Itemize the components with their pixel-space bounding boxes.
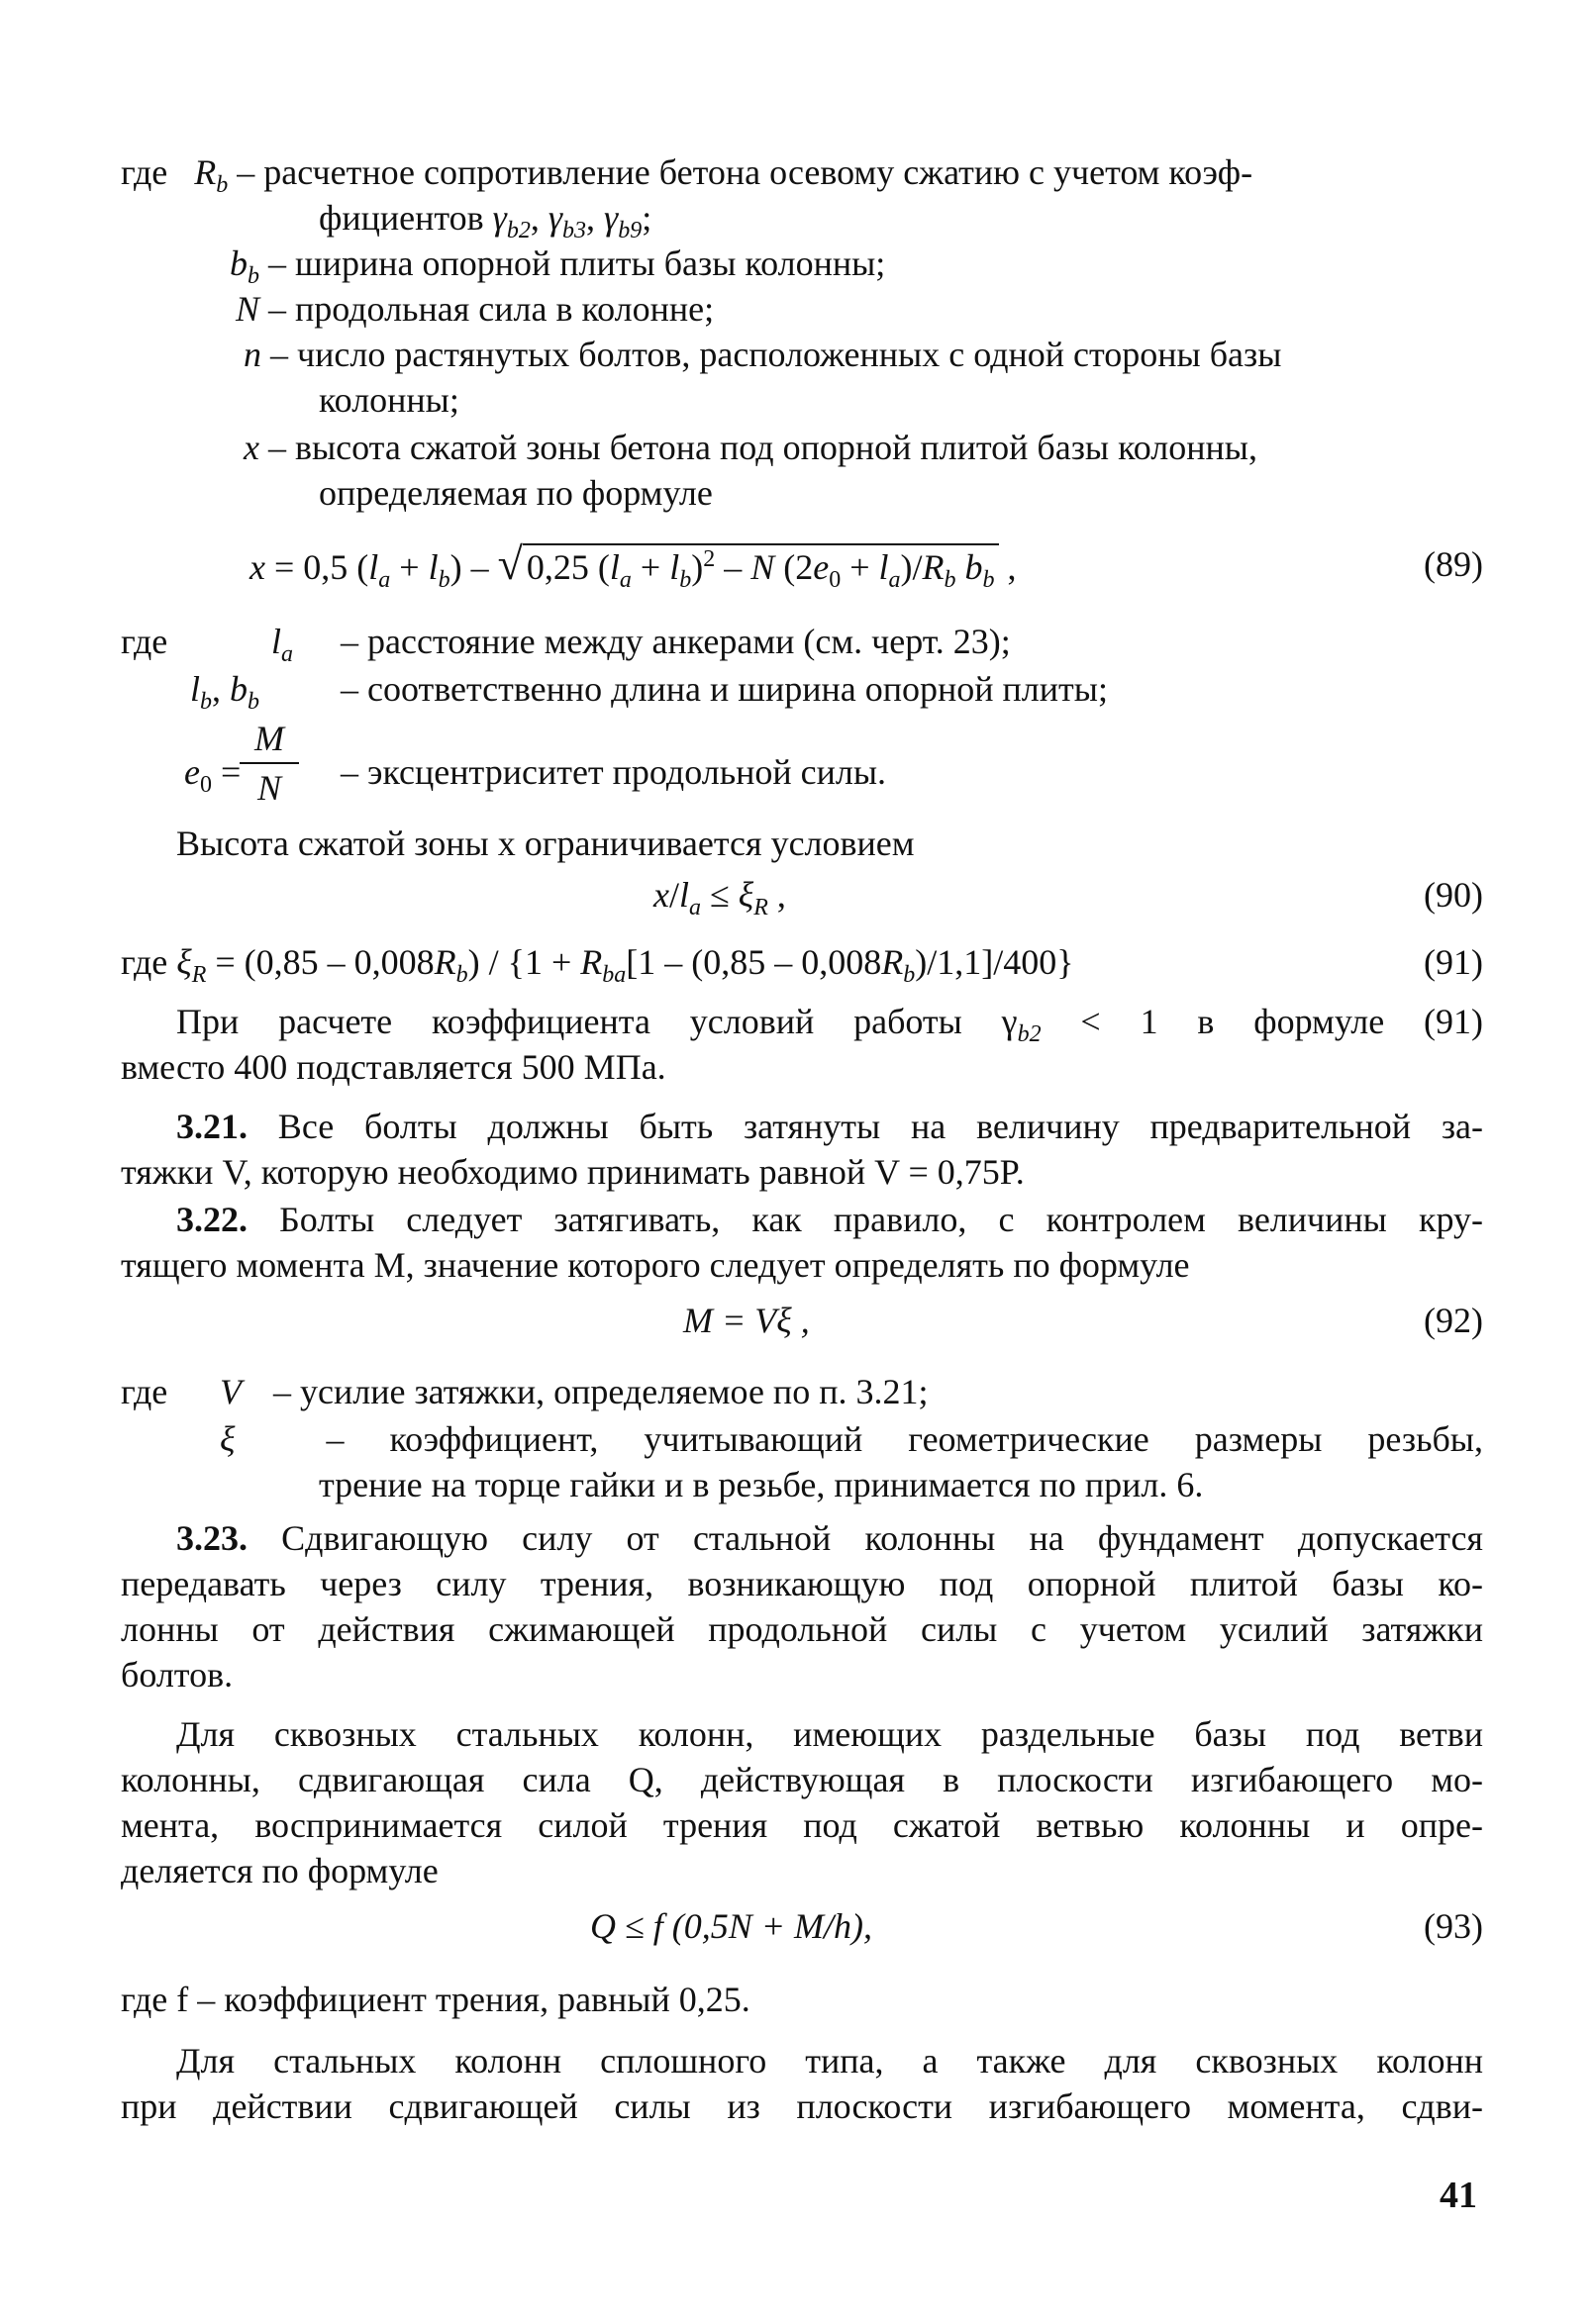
formula-91-number: (91) <box>1424 942 1483 982</box>
paragraph-91-note-2: вместо 400 подставляется 500 МПа. <box>121 1047 666 1087</box>
paragraph-lattice-line4: деляется по формуле <box>121 1851 439 1890</box>
formula-90: $x/l_a \le \xi_R$ , <box>653 875 786 921</box>
paragraph-91-note-1: При расчете коэффициента условий работы $\gamma_{b2} < 1$ в формуле (91) <box>176 1002 1483 1048</box>
page-number: 41 <box>1440 2175 1477 2216</box>
e0-fraction: M N <box>240 719 299 808</box>
paragraph-lattice-line1: Для сквозных стальных колонн, имеющих раздельные базы под ветви <box>176 1714 1483 1754</box>
where-xi: ξ – коэффициент, учитывающий геометрические размеры резьбы, <box>220 1419 1483 1459</box>
formula-92: M = Vξ , <box>683 1301 810 1340</box>
def-line-coeffs: фициентов $\gamma_{b2}$, $\gamma_{b3}$, $\gamma_{b9}$; <box>319 198 652 244</box>
where-f: где f – коэффициент трения, равный 0,25. <box>121 1980 750 2019</box>
paragraph-3-22-line2: тящего момента M, значение которого следует определять по формуле <box>121 1245 1190 1285</box>
document-page: где $R_b$ – расчетное сопротивление бетона осевому сжатию с учетом коэф- фициентов $\gamma_{b2}$, $\gamma_{b3}$, $\gamma_{b9}$; $b_b$ – ширина опорной плиты базы колонны; N – продольная сила в колонне; n – число растянутых болтов, расположенных с одной стороны базы колонны; x – высота сжатой зоны бетона под опорной плитой базы колонны, определяемая по формуле x = 0,5 $(l_a + l_b)$ – √ 0,25 $(l_a + l_b)^2 - N$ $(2e_0 + l_a)/R_b$ $b_b$ , (89) где $l_a$ – расстояние между анкерами (см. черт. 23); $l_b$, $b_b$ – соответственно длина и ширина опорной плиты; $e_0$ = M N – эксцентриситет продольной силы. Высота сжатой зоны x ограничивается условием $x/l_a \le \xi_R$ , (90) где $\xi_R = (0,85 - 0,008R_b) / \{1 + R_{ba}[1 - (0,85 - 0,008R_b)/1,1]/400\}$ (91) При расчете коэффициента условий работы $\gamma_{b2} < 1$ в формуле (91) вместо 400 подставляется 500 МПа. 3.21. Все болты должны быть затянуты на величину предварительной за- тяжки V, которую необходимо принимать равной V = 0,75P. 3.22. Болты следует затягивать, как правило, с контролем величины кру- тящего момента M, значение которого следует определять по формуле M = Vξ , (92) где V – усилие затяжки, определяемое по п. 3.21; ξ – коэффициент, учитывающий геометрические размеры резьбы, трение на торце гайки и в резьбе, принимается по прил. 6. 3.23. Сдвигающую силу от стальной колонны на фундамент допускается передавать через силу трения, возникающую под опорной плитой базы ко- лонны от действия сжимающей продольной силы с учетом усилий затяжки болтов. Для сквозных стальных колонн, имеющих раздельные базы под ветви колонны, сдвигающая сила Q, действующая в плоскости изгибающего мо- мента, воспринимается силой трения под сжатой ветвью колонны и опре- деляется по формуле Q ≤ f (0,5N + M/h), (93) где f – коэффициент трения, равный 0,25. Для стальных колонн сплошного типа, а также для сквозных колонн при действии сдвигающей силы из плоскости изгибающего момента, сдви- 41 <box>121 152 1483 2216</box>
formula-93: Q ≤ f (0,5N + M/h), <box>590 1906 873 1946</box>
formula-93-number: (93) <box>1424 1906 1483 1946</box>
paragraph-3-21-line2: тяжки V, которую необходимо принимать равной V = 0,75P. <box>121 1152 1025 1192</box>
where-la: где $l_a$ – расстояние между анкерами (см. черт. 23); <box>121 622 1011 668</box>
def-line-x-cont: определяемая по формуле <box>319 473 713 513</box>
paragraph-lattice-line3: мента, воспринимается силой трения под сжатой ветвью колонны и опре- <box>121 1805 1483 1845</box>
formula-91: где $\xi_R = (0,85 - 0,008R_b) / \{1 + R_{ba}[1 - (0,85 - 0,008R_b)/1,1]/400\}$ <box>121 942 1074 989</box>
paragraph-3-23-line3: лонны от действия сжимающей продольной силы с учетом усилий затяжки <box>121 1609 1483 1649</box>
def-line-n-count: n – число растянутых болтов, расположенных с одной стороны базы <box>244 335 1282 374</box>
e0-description: – эксцентриситет продольной силы. <box>341 752 887 792</box>
paragraph-height-condition: Высота сжатой зоны x ограничивается условием <box>176 823 915 863</box>
formula-90-number: (90) <box>1424 875 1483 915</box>
where-xi-cont: трение на торце гайки и в резьбе, принимается по прил. 6. <box>319 1465 1204 1504</box>
where-v: где V – усилие затяжки, определяемое по п. 3.21; <box>121 1372 929 1411</box>
paragraph-solid-line1: Для стальных колонн сплошного типа, а также для сквозных колонн <box>176 2041 1483 2081</box>
paragraph-lattice-line2: колонны, сдвигающая сила Q, действующая в плоскости изгибающего мо- <box>121 1760 1483 1799</box>
formula-89: x = 0,5 $(l_a + l_b)$ – √ 0,25 $(l_a + l_b)^2 - N$ $(2e_0 + l_a)/R_b$ $b_b$ , <box>249 538 1017 594</box>
paragraph-solid-line2: при действии сдвигающей силы из плоскости изгибающего момента, сдви- <box>121 2086 1483 2126</box>
paragraph-3-23-line2: передавать через силу трения, возникающую под опорной плитой базы ко- <box>121 1564 1483 1603</box>
paragraph-3-22-line1: 3.22. Болты следует затягивать, как правило, с контролем величины кру- <box>176 1200 1483 1239</box>
def-line-x: x – высота сжатой зоны бетона под опорной плитой базы колонны, <box>244 428 1257 467</box>
def-line-bb: $b_b$ – ширина опорной плиты базы колонны; <box>230 243 886 290</box>
formula-92-number: (92) <box>1424 1301 1483 1340</box>
def-line-n-force: N – продольная сила в колонне; <box>236 289 715 329</box>
e0-label: $e_0$ = <box>184 752 242 799</box>
def-line-rb: где $R_b$ – расчетное сопротивление бетона осевому сжатию с учетом коэф- <box>121 152 1253 199</box>
formula-89-number: (89) <box>1424 544 1483 584</box>
paragraph-3-21-line1: 3.21. Все болты должны быть затянуты на величину предварительной за- <box>176 1107 1483 1146</box>
paragraph-3-23-line4: болтов. <box>121 1655 234 1695</box>
def-line-n-count-cont: колонны; <box>319 380 459 420</box>
paragraph-3-23-line1: 3.23. Сдвигающую силу от стальной колонны на фундамент допускается <box>176 1518 1483 1558</box>
